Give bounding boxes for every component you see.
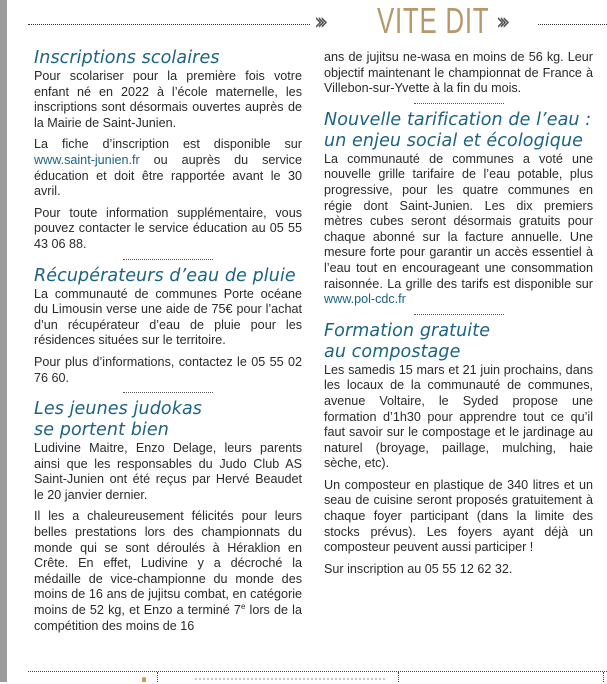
paragraph-text: La communauté de communes a voté une nouvelle grille tarifaire de l’eau potable, plus progressive, pour les quatre communes en régie dont Saint-Junien. Les dix premiers mètres cubes seront désormais gratuits pour chaque abonné sur la facture annuelle. Une mesure forte pour garantir un accès essentiel à l’eau tout en encourageant une consommation raisonnée. La grille des tarifs est disponible sur	[324, 151, 593, 291]
heading-line: Formation gratuite	[324, 320, 491, 341]
article-inscriptions-scolaires	[34, 48, 302, 253]
article-heading	[324, 110, 593, 152]
article-paragraph: La communauté de communes Porte océane du Limousin verse une aide de 75€ pour l’achat d’un récupérateur d’eau de pluie pour les résidences situées sur le territoire.	[34, 286, 302, 348]
article-paragraph: Pour scolariser pour la première fois votre enfant né en 2022 à l’école maternelle, les inscriptions sont désormais ouvertes auprès de la Mairie de Saint-Junien.	[34, 69, 302, 130]
saint-junien-link[interactable]: www.saint-junien.fr	[34, 152, 140, 167]
ordinal-suffix: e	[240, 602, 246, 612]
article-judokas-continued	[324, 50, 593, 97]
article-heading	[34, 399, 302, 441]
article-paragraph	[34, 137, 302, 199]
article-paragraph: Pour plus d’informations, contactez le 05 55 02 76 60.	[34, 354, 302, 385]
footer-tick	[603, 672, 604, 682]
article-heading	[324, 321, 593, 363]
paragraph-text: La fiche d’inscription est disponible sur	[34, 137, 302, 152]
paragraph-text: ou auprès du service éducation et doit être rapportée avant le 30 avril.	[34, 152, 302, 199]
section-separator	[414, 103, 504, 104]
article-paragraph: Un composteur en plastique de 340 litres et un seau de cuisine seront proposés gratuitement à chaque foyer participant (dans la limite des stocks prévus). Les foyers ayant déjà un composteur peuvent aussi participer !	[324, 477, 593, 555]
footer-dotted-rule	[28, 671, 607, 672]
article-judokas	[34, 399, 302, 634]
chevron-right-icon: ›››	[496, 8, 505, 37]
footer-decoration	[142, 677, 146, 682]
article-compostage	[324, 321, 593, 578]
article-paragraph	[34, 509, 302, 634]
heading-line: Nouvelle tarification de l’eau :	[324, 109, 592, 130]
article-tarification-eau	[324, 110, 593, 308]
section-separator	[123, 259, 213, 260]
heading-line: au compostage	[324, 341, 461, 362]
article-recuperateurs	[34, 266, 302, 387]
article-paragraph: Pour toute information supplémentaire, vous pouvez contacter le service éducation au 05 55 43 06 88.	[34, 205, 302, 251]
heading-line: se portent bien	[34, 420, 169, 441]
article-paragraph: Sur inscription au 05 55 12 62 32.	[324, 561, 513, 576]
section-separator	[414, 314, 504, 315]
footer-tick	[398, 672, 399, 682]
paragraph-text: lors de la compétition des moins de 16	[34, 603, 302, 633]
paragraph-text: Il les a chaleureusement félicités pour leurs belles prestations lors des championnats du monde qui se sont déroulés à Héraklion en Crête. En effet, Ludivine y a décroché la médaille de vice-championne du monde des moins de 16 ans de jujitsu combat, en catégorie moins de 52 kg, et Enzo a terminé 7	[34, 509, 302, 618]
section-header	[28, 0, 607, 42]
article-heading: Inscriptions scolaires	[34, 48, 220, 68]
article-heading: Récupérateurs d’eau de pluie	[34, 265, 296, 286]
footer-faint-text	[195, 678, 385, 684]
right-column	[324, 42, 593, 583]
footer-tick	[157, 672, 158, 682]
chevron-right-icon: ›››	[314, 8, 323, 37]
section-separator	[123, 392, 213, 393]
section-title: VITE DIT	[377, 0, 490, 41]
article-paragraph	[324, 152, 593, 308]
pol-cdc-link[interactable]: www.pol-cdc.fr	[324, 292, 406, 307]
article-paragraph: Ludivine Maitre, Enzo Delage, leurs parents ainsi que les responsables du Judo Club AS Saint-Junien ont été reçus par Hervé Beaudet le 20 janvier dernier.	[34, 441, 302, 502]
header-dotted-rule-right	[538, 24, 607, 25]
left-margin-strip	[0, 0, 7, 682]
article-paragraph: ans de jujitsu ne-wasa en moins de 56 kg. Leur objectif maintenant le championnat de France à Villebon-sur-Yvette à la fin du mois.	[324, 50, 593, 96]
heading-line: Les jeunes judokas	[34, 399, 202, 420]
header-dotted-rule-left	[28, 24, 310, 25]
article-paragraph: Les samedis 15 mars et 21 juin prochains, dans les locaux de la communauté de communes, avenue Voltaire, le Syded propose une formation d’1h30 pour apprendre tout ce qu’il faut savoir sur le compostage et le jardinage au naturel (broyage, paillage, mulching, haie sèche, etc).	[324, 362, 593, 471]
heading-line: un enjeu social et écologique	[324, 130, 584, 151]
left-column	[34, 42, 302, 640]
